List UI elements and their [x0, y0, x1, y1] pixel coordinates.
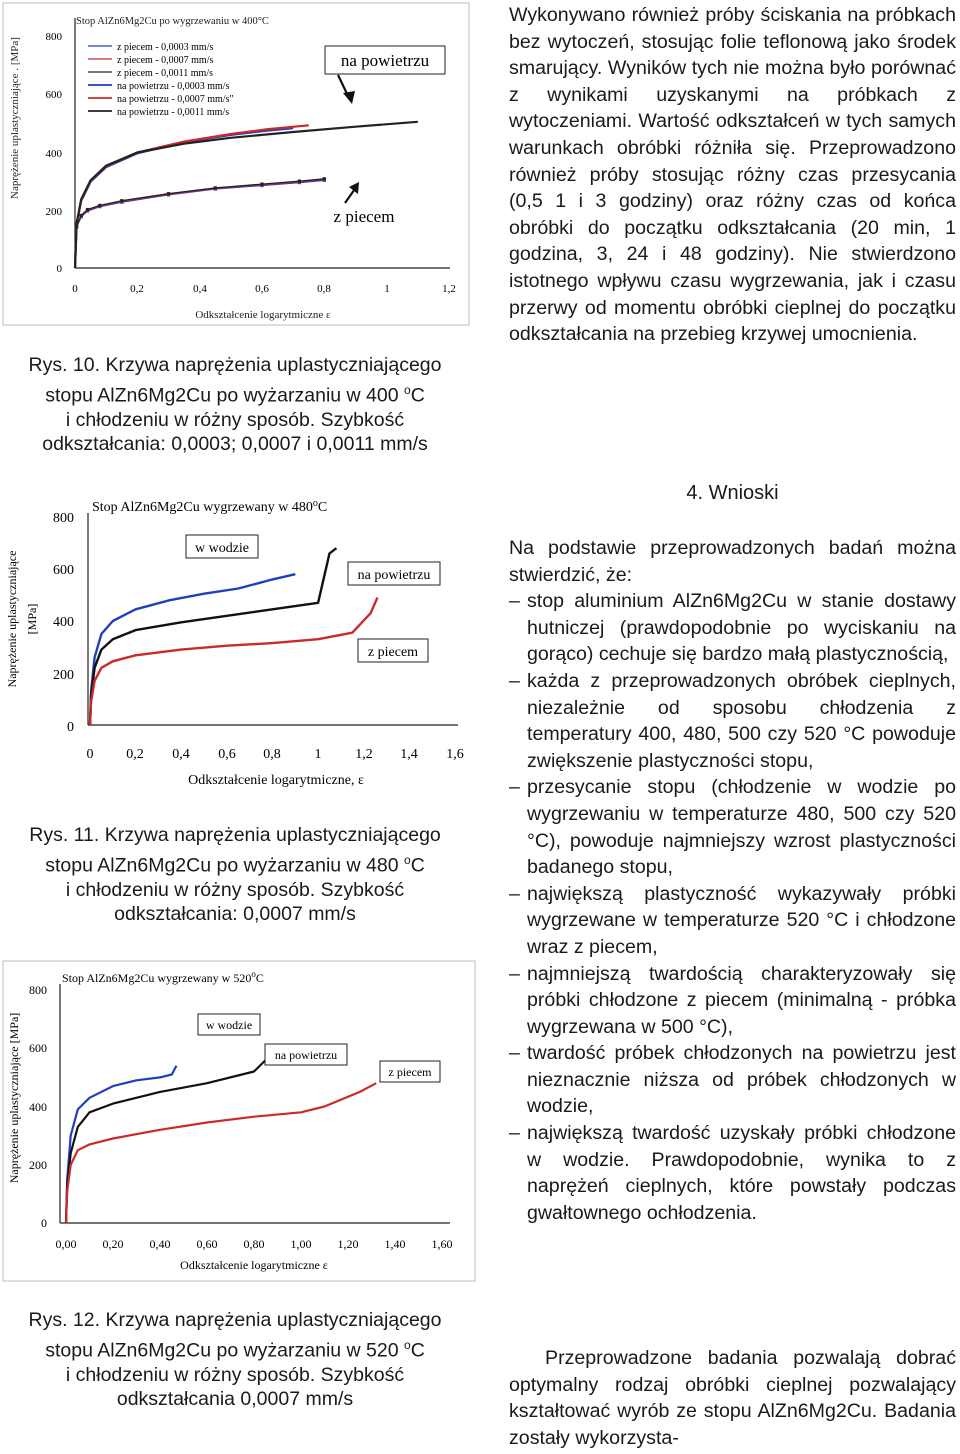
x-tick-label: 0,40 — [149, 1237, 171, 1251]
x-tick-label: 1 — [384, 283, 390, 295]
x-tick-labels — [56, 1237, 453, 1251]
caption-line — [0, 1333, 470, 1363]
x-tick-label: 0,4 — [193, 283, 207, 295]
series-line — [75, 180, 324, 268]
chart-rys11-svg — [0, 485, 480, 795]
annotation-na-powietrzu: na powietrzu — [274, 1048, 338, 1062]
list-item: – najmniejszą twardością charakteryzowały się próbki chłodzone z piecem (minimalną - próbka wygrzewana w 500 °C), — [509, 961, 956, 1041]
y-tick-label: 400 — [53, 615, 74, 630]
chart-title-sup: o — [251, 969, 256, 979]
caption-line: i chłodzeniu w różny sposób. Szybkość — [65, 408, 405, 431]
y-tick-label: 600 — [29, 1041, 47, 1055]
caption-line: odkształcania 0,0007 mm/s — [116, 1388, 354, 1410]
chart-title-tail: C — [255, 971, 264, 985]
list-item: – największą plastyczność wykazywały próbki wygrzewane w temperaturze 520 °C i chłodzone wraz z piecem, — [509, 881, 956, 961]
series-marker — [120, 199, 123, 202]
chart-title-text: Stop AlZn6Mg2Cu wygrzewany w 520 — [62, 971, 252, 985]
x-axis-label: Odkształcenie logarytmiczne, ε — [188, 773, 364, 788]
series-marker — [80, 214, 83, 217]
y-tick-label: 600 — [45, 89, 62, 101]
caption-sup: o — [404, 852, 411, 867]
caption-sup: o — [404, 1337, 411, 1352]
chart-title — [62, 969, 264, 985]
conclusions-lead: Na podstawie przeprowadzonych badań można stwierdzić, że: — [509, 537, 956, 586]
x-tick-label: 1,40 — [384, 1237, 406, 1251]
closing-paragraph: Przeprowadzone badania pozwalają dobrać optymalny rodzaj obróbki cieplnej pozwalający kształtować wyrób ze stopu AlZn6Mg2Cu. Badania zostały wykorzysta- — [509, 1347, 956, 1449]
list-item: – przesycanie stopu (chłodzenie w wodzie po wygrzewaniu w temperaturze 480, 500 czy 520 °C), powoduje najmniejszy wzrost plastyczności badanego stopu, — [509, 774, 956, 880]
caption-line: odkształcania: 0,0007 mm/s — [114, 903, 356, 925]
y-axis-label: Naprężenie uplastyczniające — [5, 550, 19, 688]
caption-line — [0, 378, 470, 408]
y-tick-labels — [46, 31, 63, 275]
x-tick-label: 0,00 — [55, 1237, 77, 1251]
series-line — [90, 548, 336, 725]
annotation-arrowhead — [343, 91, 355, 104]
x-tick-label: 1,20 — [337, 1237, 359, 1251]
caption-tail: C — [410, 854, 425, 876]
legend-entry: z piecem - 0,0003 mm/s — [117, 42, 214, 53]
y-tick-label: 200 — [29, 1158, 47, 1172]
y-tick-label: 400 — [45, 148, 62, 160]
y-tick-labels — [29, 983, 47, 1230]
chart-rys11 — [0, 485, 480, 795]
annotation-z-piecem: z piecem — [367, 645, 419, 660]
y-axis-label: Naprężenie uplastyczniające . [MPa] — [9, 37, 21, 199]
chart-rys10 — [0, 0, 470, 330]
y-tick-label: 400 — [29, 1100, 47, 1114]
caption-line-text: stopu AlZn6Mg2Cu po wyżarzaniu w 480 — [45, 854, 404, 876]
x-tick-label: 0,60 — [196, 1237, 218, 1251]
x-tick-label: 1,60 — [431, 1237, 453, 1251]
conclusions — [509, 535, 956, 1226]
caption-line: Rys. 11. Krzywa naprężenia uplastyczniającego — [29, 824, 441, 846]
chart-rys12-svg — [0, 958, 480, 1283]
series-line — [90, 598, 377, 725]
annotation-na-powietrzu: na powietrzu — [340, 51, 430, 70]
caption-rys10 — [0, 353, 470, 457]
x-tick-label: 1 — [314, 747, 322, 762]
series-marker — [298, 180, 301, 183]
series-group — [66, 1060, 376, 1223]
series-group — [90, 548, 377, 725]
legend-entry: na powietrzu - 0,0011 mm/s — [117, 107, 230, 118]
x-tick-label: 1,2 — [442, 283, 456, 295]
list-item: – największą twardość uzyskały próbki chłodzone w wodzie. Prawdopodobnie, wynika to z naprężeń cieplnych, które powstały podczas gwałtownego ochłodzenia. — [509, 1120, 956, 1226]
series-line — [75, 128, 293, 268]
x-tick-label: 0,2 — [126, 747, 144, 762]
y-tick-label: 200 — [45, 206, 62, 218]
annotation-na-powietrzu: na powietrzu — [357, 568, 431, 583]
annotation-w-wodzie: w wodzie — [194, 541, 250, 556]
y-tick-labels — [53, 511, 74, 735]
conclusions-list — [509, 588, 956, 1226]
list-item: – stop aluminium AlZn6Mg2Cu w stanie dostawy hutniczej (prawdopodobnie po wyciskaniu na gorąco) cechuje się bardzo małą plastycznością, — [509, 588, 956, 668]
legend-entry: na powietrzu - 0,0003 mm/s — [117, 81, 230, 92]
annotation-arrowhead — [349, 182, 359, 194]
x-tick-label: 1,4 — [400, 747, 418, 762]
caption-line: i chłodzeniu w różny sposób. Szybkość — [65, 878, 405, 901]
chart-title-sup: o — [312, 498, 318, 509]
list-item: – twardość próbek chłodzonych na powietrzu jest nieznacznie niższa od próbek chłodzonych w wodzie, — [509, 1040, 956, 1120]
chart-title — [92, 498, 327, 515]
series-line — [75, 125, 309, 268]
legend — [88, 42, 234, 118]
chart-title-tail: C — [317, 500, 328, 515]
series-marker — [214, 186, 217, 189]
x-tick-labels — [72, 283, 456, 295]
series-line — [66, 1060, 266, 1223]
intro-paragraph: Wykonywano również próby ściskania na próbkach bez wytoczeń, stosując folie teflonową jako środek smarujący. Wyników tych nie można było porównać z wynikami uzyskanymi na próbkach z wytoczeniami. Wartość odkształceń w tych samych warunkach obróbki różniła się. Przeprowadzono również próby stosując różny czas przesycania (0,5 1 i 3 godziny) oraz różny czas od końca obróbki do początku odkształcania (20 min, 1 godzina, 3, 24 i 48 godziny). Nie stwierdzono istotnego wpływu czasu wygrzewania, jak i czasu przerwy od momentu obróbki cieplnej do początku odkształcania na przebieg krzywej umocnienia. — [509, 4, 956, 346]
y-axis-label: Naprężenie uplastyczniające [MPa] — [7, 1012, 21, 1184]
caption-line: Rys. 10. Krzywa naprężenia uplastyczniającego — [28, 354, 442, 376]
x-tick-label: 0 — [86, 747, 94, 762]
section-heading: 4. Wnioski — [686, 482, 779, 504]
annotation-z-piecem: z piecem — [333, 207, 395, 226]
x-tick-label: 0,8 — [317, 283, 331, 295]
caption-line — [0, 848, 470, 878]
x-tick-label: 1,00 — [290, 1237, 312, 1251]
caption-tail: C — [410, 1339, 425, 1361]
series-marker — [323, 177, 326, 180]
y-axis-label-unit: [MPa] — [25, 603, 39, 635]
y-tick-label: 800 — [29, 983, 47, 997]
caption-line-text: stopu AlZn6Mg2Cu po wyżarzaniu w 520 — [45, 1339, 404, 1361]
list-item: – każda z przeprowadzonych obróbek cieplnych, niezależnie od sposobu chłodzenia z temperatury 400, 480, 500 czy 520 °C powoduje zwiększenie plastyczności stopu, — [509, 668, 956, 774]
x-tick-label: 0,6 — [255, 283, 269, 295]
caption-sup: o — [404, 382, 411, 397]
series-line — [75, 179, 324, 268]
closing-paragraph-wrap — [509, 1345, 956, 1451]
caption-line: i chłodzeniu w różny sposób. Szybkość — [65, 1363, 405, 1386]
x-tick-label: 1,2 — [355, 747, 373, 762]
series-line — [66, 1066, 176, 1223]
series-marker — [167, 192, 170, 195]
y-tick-label: 800 — [45, 31, 62, 43]
annotation-z-piecem: z piecem — [388, 1065, 432, 1079]
x-tick-label: 0,6 — [218, 747, 236, 762]
series-marker — [98, 204, 101, 207]
x-axis-label: Odkształcenie logarytmiczne ε — [195, 309, 331, 321]
x-tick-labels — [87, 747, 464, 762]
caption-rys12 — [0, 1308, 470, 1412]
legend-entry: z piecem - 0,0007 mm/s — [117, 55, 214, 66]
series-line — [75, 179, 324, 268]
legend-entry: z piecem - 0,0011 mm/s — [117, 68, 213, 79]
caption-line: odkształcania: 0,0003; 0,0007 i 0,0011 mm/s — [42, 433, 428, 455]
chart-title-text: Stop AlZn6Mg2Cu wygrzewany w 480 — [92, 500, 313, 515]
legend-entry: na powietrzu - 0,0007 mm/s" — [117, 94, 234, 105]
y-tick-label: 800 — [53, 511, 74, 526]
chart-rys12 — [0, 958, 480, 1283]
chart-rys10-svg — [0, 0, 470, 330]
caption-line-text: stopu AlZn6Mg2Cu po wyżarzaniu w 400 — [45, 384, 404, 406]
caption-line: Rys. 12. Krzywa naprężenia uplastyczniającego — [28, 1309, 442, 1331]
x-tick-label: 0,8 — [263, 747, 281, 762]
series-group — [75, 122, 418, 268]
right-column-top — [509, 2, 956, 348]
x-tick-label: 0,20 — [102, 1237, 124, 1251]
y-tick-label: 0 — [41, 1216, 47, 1230]
series-marker — [260, 183, 263, 186]
series-line — [75, 122, 418, 268]
x-axis-label: Odkształcenie logarytmiczne ε — [180, 1258, 328, 1272]
x-tick-label: 0 — [72, 283, 78, 295]
x-tick-label: 1,6 — [446, 747, 464, 762]
y-tick-label: 600 — [53, 563, 74, 578]
annotation-w-wodzie: w wodzie — [205, 1018, 253, 1032]
y-tick-label: 0 — [67, 720, 74, 735]
x-tick-label: 0,2 — [130, 283, 144, 295]
chart-title: Stop AlZn6Mg2Cu po wygrzewaniu w 400°C — [76, 16, 269, 27]
caption-tail: C — [410, 384, 425, 406]
series-marker — [86, 208, 89, 211]
caption-rys11 — [0, 823, 470, 927]
y-tick-label: 200 — [53, 668, 74, 683]
y-tick-label: 0 — [56, 263, 62, 275]
x-tick-label: 0,80 — [243, 1237, 265, 1251]
x-tick-label: 0,4 — [172, 747, 190, 762]
